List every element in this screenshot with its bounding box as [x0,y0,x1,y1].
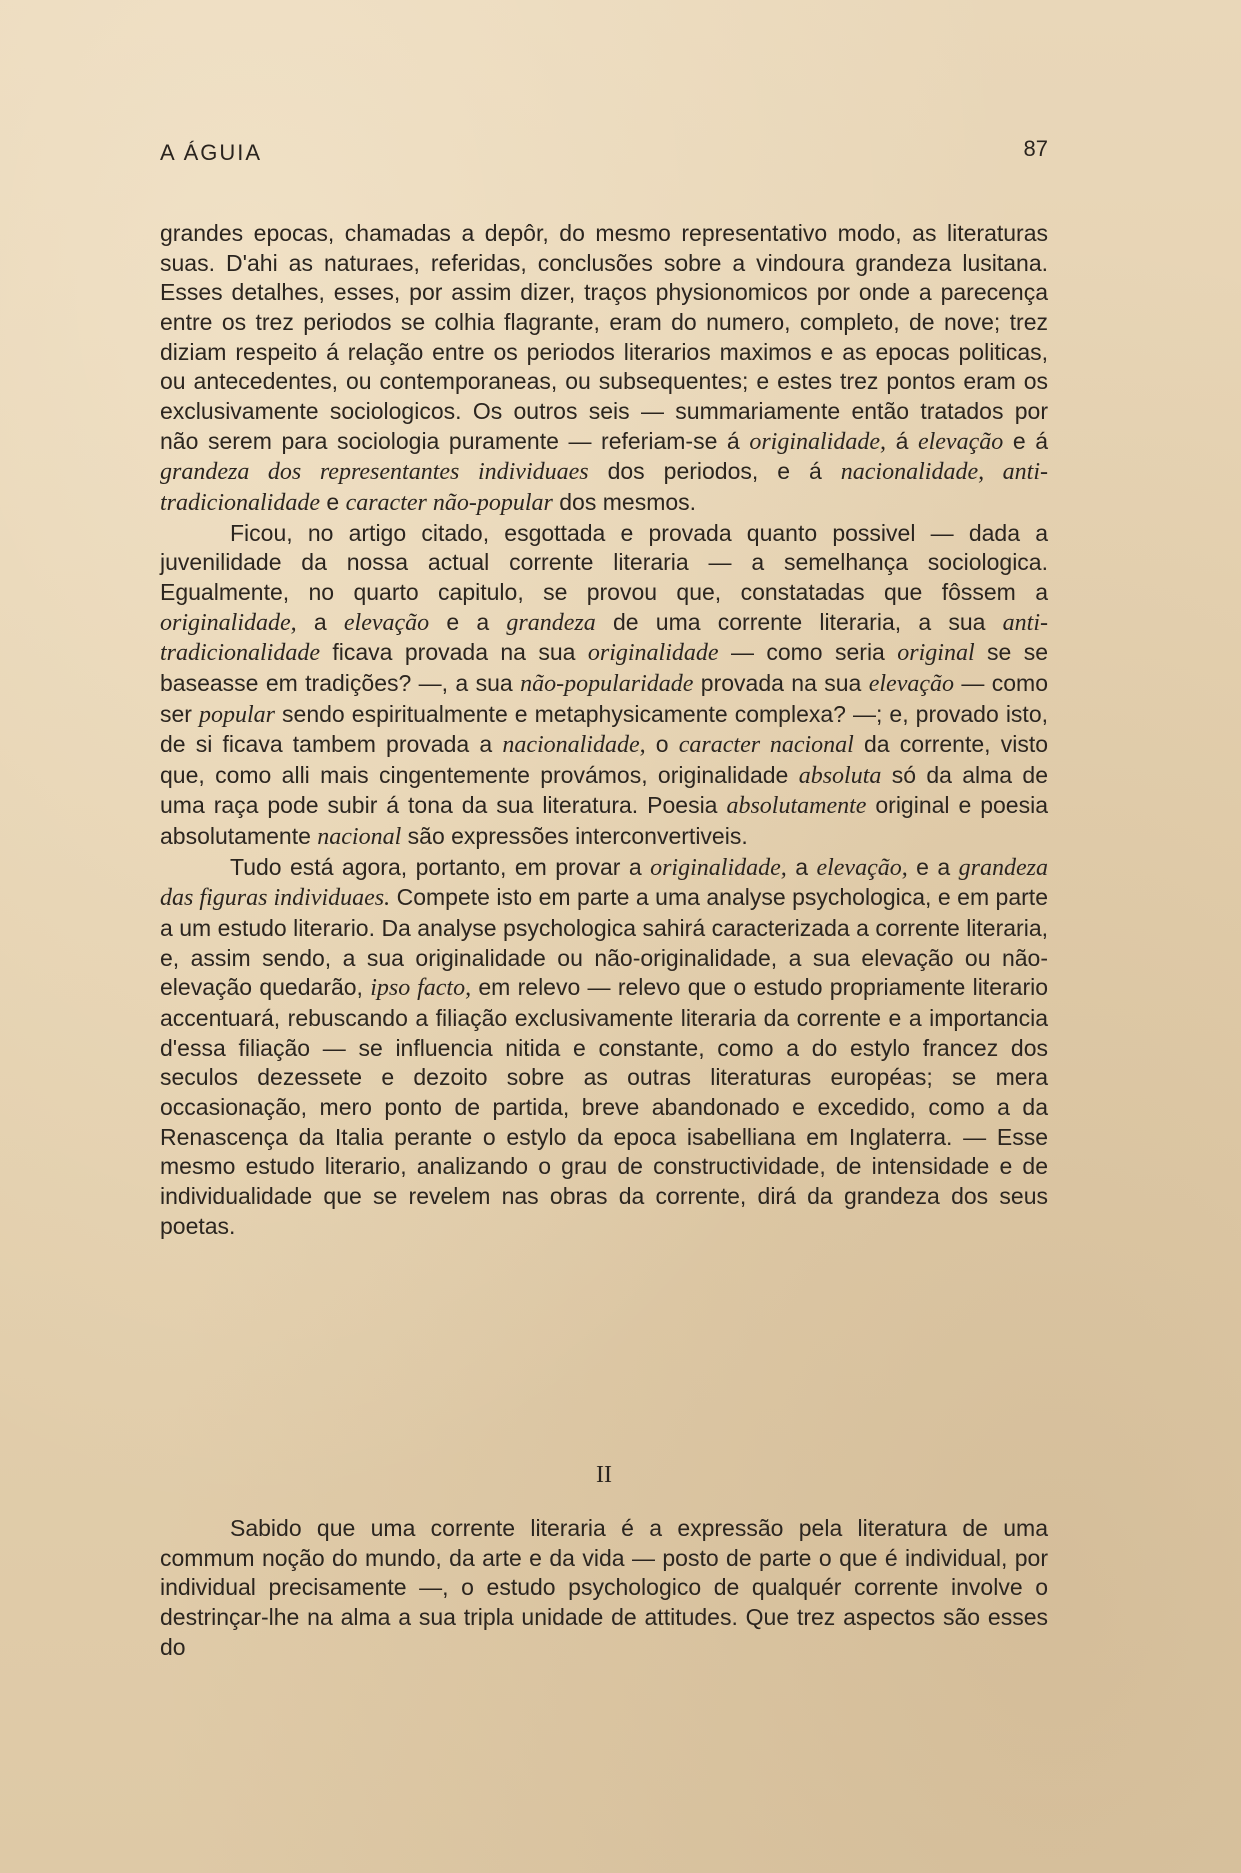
emphasis: originalidade, [650,854,787,881]
emphasis: elevação [868,670,954,697]
emphasis: elevação [343,609,430,636]
emphasis: caracter nacional [678,732,854,759]
page-header [160,136,1048,170]
body-text [160,219,1048,1241]
emphasis: grandeza [506,609,596,636]
paragraph-3 [160,853,1048,1242]
emphasis: grandeza dos representantes individuaes [160,459,589,486]
text-run: dos periodos, e á [588,458,841,485]
text-run: — como seria [718,639,898,666]
emphasis: nacionalidade, anti-tradicionalidade [160,459,1049,516]
text-run: dos mesmos. [552,488,697,515]
text-run: — como ser [160,669,1049,727]
emphasis: caracter não-popular [345,489,553,516]
emphasis: original [897,640,975,667]
text-run: provada na sua [693,669,869,696]
emphasis: absoluta [798,762,882,789]
text-run: de uma corrente literaria, a sua [595,608,1003,635]
page-number: 87 [1023,136,1048,161]
emphasis: elevação, [816,854,908,881]
paragraph-1 [160,219,1048,519]
text-run: e a [907,853,959,880]
emphasis: elevação [917,428,1004,455]
text-run: a [296,608,344,635]
text-run: e a [429,608,507,635]
text-run: em relevo — relevo que o estudo propriamente literario accentuará, rebuscando a filiação exclusivamente literaria da corrente e a importancia d'essa filiação — se influencia nitida e constante, como a do estylo francez dos seculos dezessete e dezoito sobre as outras literaturas européas; se mera occasionação, mero ponto de partida, breve abandonado e excedido, como a da Renascença da Italia perante o estylo da epoca isabelliana em Inglaterra. — Esse mesmo estudo literario, analizando o grau de constructividade, de intensidade e de individualidade que se revelem nas obras da corrente, dirá da grandeza dos seus poetas. [160,974,1049,1239]
section-paragraph: Sabido que uma corrente literaria é a expressão pela literatura de uma commum noção do mundo, da arte e da vida — posto de parte o que é individual, por individual precisamente —, o estudo psychologico de qualquér corrente involve o destrinçar-lhe na alma a sua tripla unidade de attitudes. Que trez aspectos são esses do [160,1515,1048,1660]
emphasis: grandeza das figuras individuaes. [160,854,1048,912]
text-run: Ficou, no artigo citado, esgottada e provada quanto possivel — dada a juvenilidade da nossa actual corrente literaria — a semelhança sociologica. Egualmente, no quarto capitulo, se provou que, constatadas que fôssem a [160,519,1048,605]
text-run: se se baseasse em tradições? —, a sua [160,639,1048,696]
text-run: são expressões interconvertiveis. [401,823,748,850]
section-two-text [160,1514,1048,1662]
emphasis: não-popularidade [520,670,694,697]
text-run: ficava provada na sua [319,639,588,666]
text-run: original e poesia absolutamente [160,792,1048,850]
paragraph-2 [160,519,1048,853]
text-run: o [645,731,679,758]
text-run: só da alma de uma raça pode subir á tona da sua literatura. Poesia [160,761,1049,819]
emphasis: anti-tradicionalidade [160,609,1048,667]
text-run: da corrente, visto que, como alli mais cingentemente provámos, originalidade [160,731,1049,788]
text-run: e á [1003,427,1048,454]
emphasis: originalidade, [160,609,297,636]
text-run: e [319,488,346,515]
emphasis: nacionalidade, [502,732,646,759]
emphasis: nacional [317,824,402,851]
text-run: Compete isto em parte a uma analyse psychologica, e em parte a um estudo literario. Da analyse psychologica sahirá caracterizada a corrente literaria, e, assim sendo, a sua originalidade ou não-originalidade, a sua elevação ou não-elevação quedarão, [160,884,1048,1001]
emphasis: popular [199,701,276,728]
emphasis: absolutamente [726,793,867,820]
text-run: grandes epocas, chamadas a depôr, do mesmo representativo modo, as literaturas suas. D'ahi as naturaes, referidas, conclusões sobre a vindoura grandeza lusitana. Esses detalhes, esses, por assim dizer, traços physionomicos por onde a parecença entre os trez periodos se colhia flagrante, eram do numero, completo, de nove; trez diziam respeito á relação entre os periodos literarios maximos e as epocas politicas, ou antecedentes, ou contemporaneas, ou subsequentes; e estes trez pontos eram os exclusivamente sociologicos. Os outros seis — summariamente então tratados por não serem para sociologia puramente — referiam-se á [160,220,1048,454]
section-heading: II [596,1462,612,1488]
text-run: sendo espiritualmente e metaphysicamente complexa? —; e, provado isto, de si ficava tambem provada a [160,700,1048,758]
emphasis: originalidade [587,640,719,667]
text-run: á [885,427,918,454]
running-title: A ÁGUIA [160,140,263,165]
text-run: Tudo está agora, portanto, em provar a [230,853,651,880]
emphasis: ipso facto, [370,975,472,1002]
emphasis: originalidade, [749,428,886,455]
text-run: a [786,853,817,880]
